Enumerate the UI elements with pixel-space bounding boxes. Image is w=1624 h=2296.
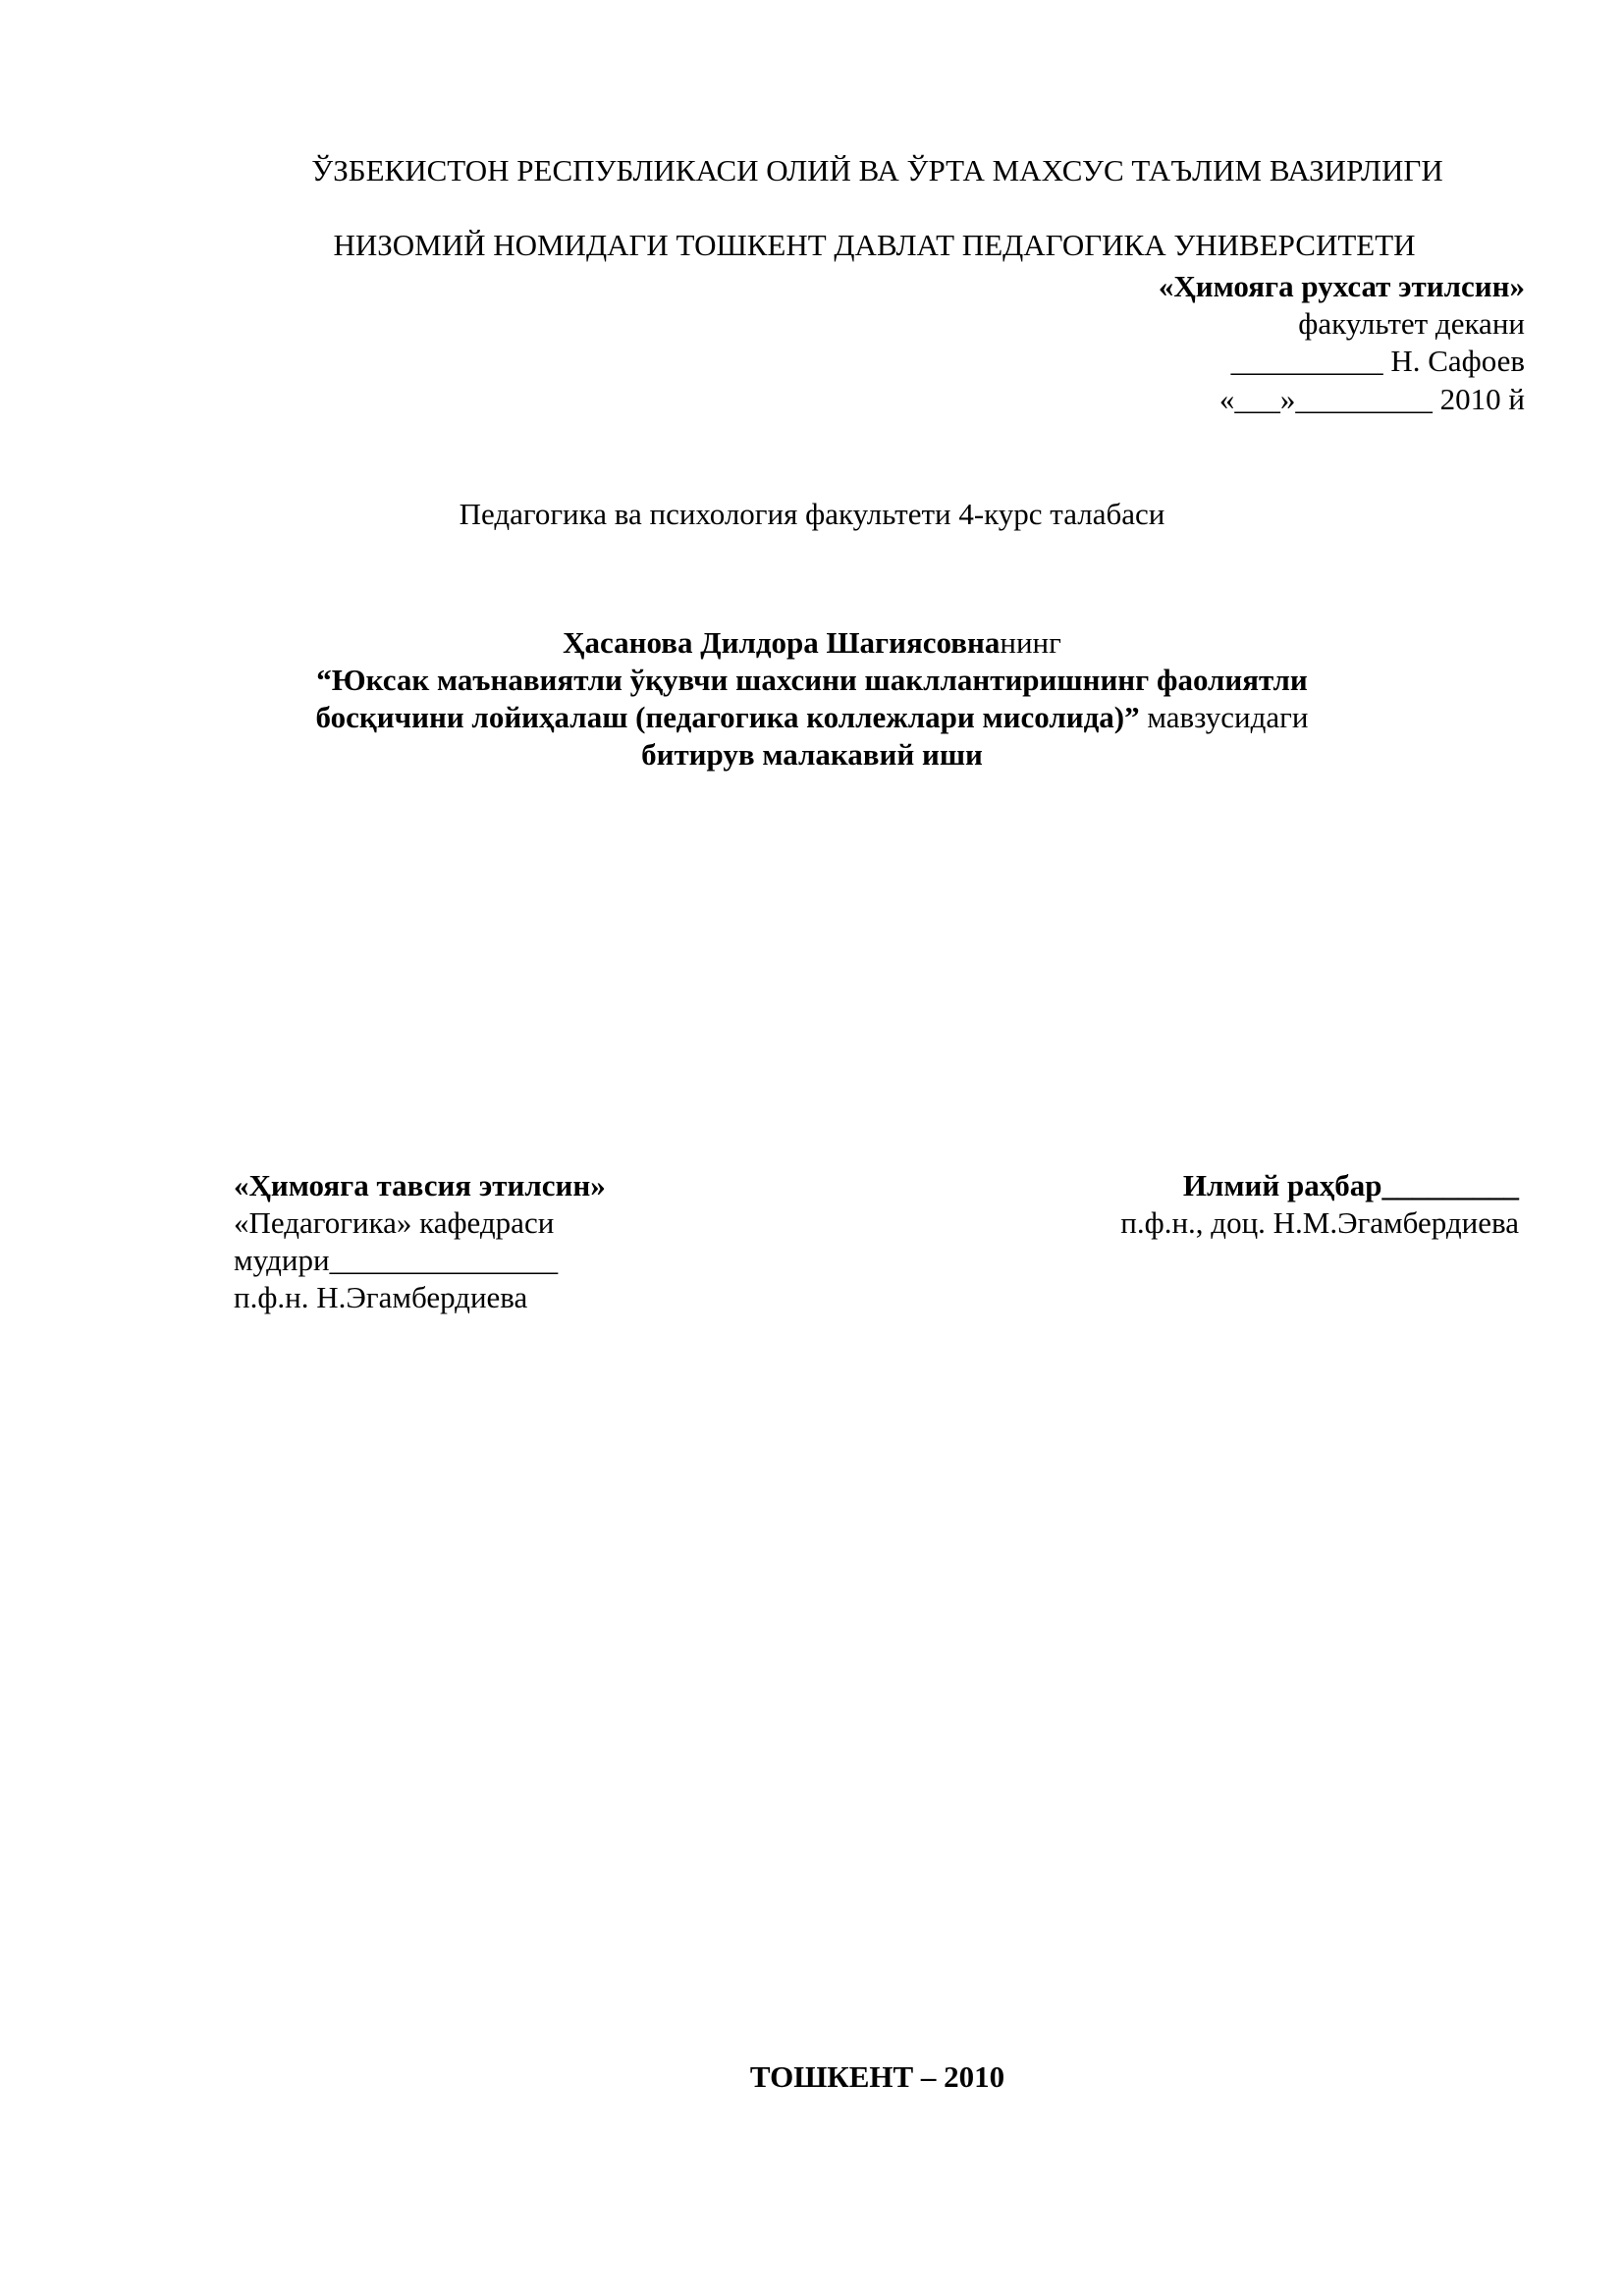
recommendation-head-signature: мудири_______________: [234, 1243, 559, 1277]
ministry-heading: ЎЗБЕКИСТОН РЕСПУБЛИКАСИ ОЛИЙ ВА ЎРТА МАХСУС ТАЪЛИМ ВАЗИРЛИГИ: [311, 153, 1443, 187]
thesis-author: Ҳасанова Дилдора Шагиясовна: [563, 625, 1001, 660]
approval-title: «Ҳимояга рухсат этилсин»: [1158, 269, 1525, 303]
student-line: Педагогика ва психология факультети 4-курс талабаси: [459, 497, 1165, 531]
city-year: ТОШКЕНТ – 2010: [749, 2059, 1005, 2094]
thesis-author-suffix: нинг: [1000, 625, 1061, 660]
recommendation-department: «Педагогика» кафедраси: [234, 1205, 555, 1240]
thesis-author-line: [0, 624, 1624, 662]
thesis-title-block: [0, 624, 1624, 774]
supervisor-name: п.ф.н., доц. Н.М.Эгамбердиева: [1120, 1205, 1519, 1240]
thesis-title-line-2: босқичини лойиҳалаш (педагогика коллежлари мисолида)”: [315, 700, 1140, 734]
supervisor-title: Илмий раҳбар_________: [1182, 1168, 1519, 1202]
approval-role: факультет декани: [1298, 306, 1525, 341]
university-heading: НИЗОМИЙ НОМИДАГИ ТОШКЕНТ ДАВЛАТ ПЕДАГОГИКА УНИВЕРСИТЕТИ: [333, 228, 1416, 262]
recommendation-name: п.ф.н. Н.Эгамбердиева: [234, 1280, 528, 1314]
approval-signature-line: __________ Н. Сафоев: [1230, 344, 1525, 378]
thesis-topic-suffix: мавзусидаги: [1139, 700, 1309, 734]
thesis-title-line-1: “Юксак маънавиятли ўқувчи шахсини шакллантиришнинг фаолиятли: [316, 663, 1308, 697]
recommendation-title: «Ҳимояга тавсия этилсин»: [234, 1168, 606, 1202]
thesis-title-line-2-wrap: [0, 699, 1624, 736]
thesis-work-type: битирув малакавий иши: [641, 737, 983, 772]
approval-date-line: «___»_________ 2010 й: [1218, 382, 1525, 416]
